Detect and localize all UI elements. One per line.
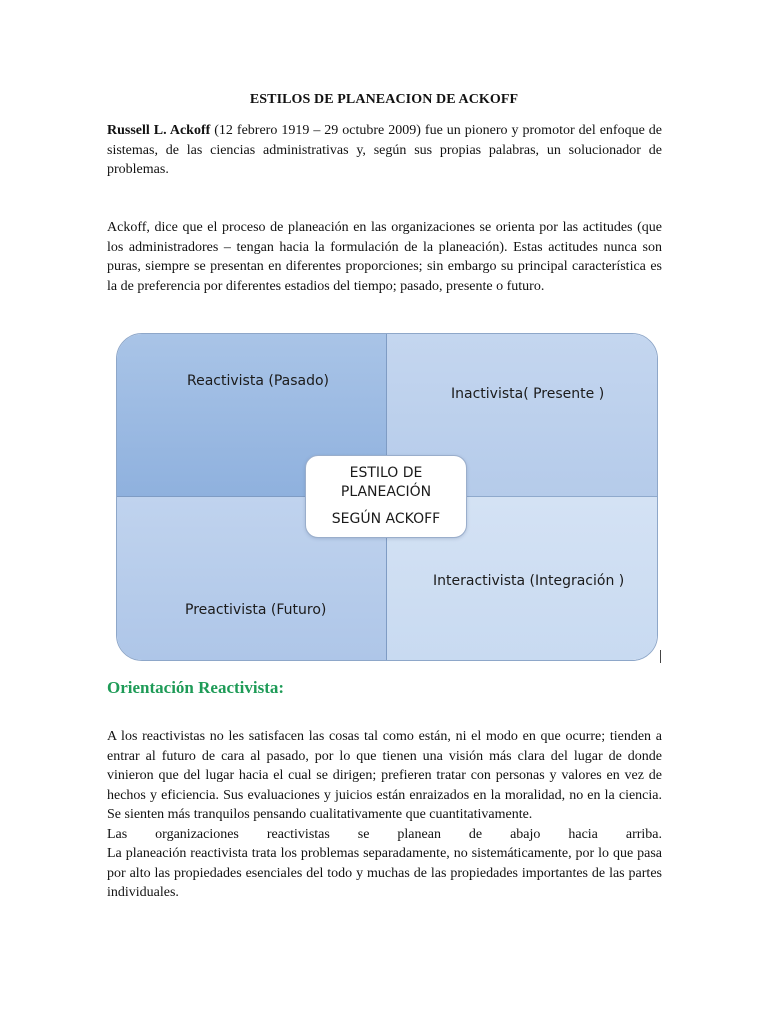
author-name: Russell L. Ackoff <box>107 123 211 138</box>
reactivist-planning-paragraph: La planeación reactivista trata los problemas separadamente, no sistemáticamente, por lo que pasa por alto las propiedades esenciales del todo y muchas de las propiedades importantes de las partes individuales. <box>107 846 662 900</box>
center-box-line-2: PLANEACIÓN <box>340 484 432 500</box>
center-box-line-1: ESTILO DE <box>349 465 423 481</box>
document-title: ESTILOS DE PLANEACION DE ACKOFF <box>249 92 519 107</box>
reactivist-paragraph: A los reactivistas no les satisfacen las cosas tal como están, ni el modo en que ocurre; tienden a entrar al futuro de cara al pasado, por lo que tienen una visión más clara del lugar de donde vinieron que del lugar hacia el cual se dirigen; prefieren tratar con personas y valores en vez de hechos y eficiencia. Sus evaluaciones y juicios están enraizados en la moralidad, no en la ciencia. Se sienten más tranquilos pensando cualitativamente que cuantitativamente. <box>107 729 662 822</box>
quadrant-interactivist-label: Interactivista (Integración ) <box>433 573 625 589</box>
intro-text: (12 febrero 1919 – 29 octubre 2009) fue un pionero y promotor del enfoque de sistemas, de las ciencias administrativas y, según sus propias palabras, un solucionador de problemas. <box>107 123 662 177</box>
diagram-center-box <box>305 455 467 538</box>
section-heading: Orientación Reactivista: <box>107 678 285 697</box>
attitudes-paragraph: Ackoff, dice que el proceso de planeación en las organizaciones se orienta por las actitudes (que los administradores – tengan hacia la formulación de la planeación). Estas actitudes nunca son puras, siempre se presentan en diferentes proporciones; sin embargo su principal característica es la de preferencia por diferentes estadios del tiempo; pasado, presente o futuro. <box>107 220 662 294</box>
quadrant-reactivist-label: Reactivista (Pasado) <box>187 373 329 389</box>
organizations-line: Las organizaciones reactivistas se planean de abajo hacia arriba. <box>107 826 662 842</box>
center-box-line-3: SEGÚN ACKOFF <box>331 511 441 527</box>
intro-paragraph <box>107 121 662 180</box>
quadrant-preactivist-label: Preactivista (Futuro) <box>185 602 327 618</box>
reactivist-section-body <box>107 727 662 903</box>
text-cursor-mark <box>660 650 661 663</box>
quadrant-inactivist-label: Inactivista( Presente ) <box>451 386 605 402</box>
